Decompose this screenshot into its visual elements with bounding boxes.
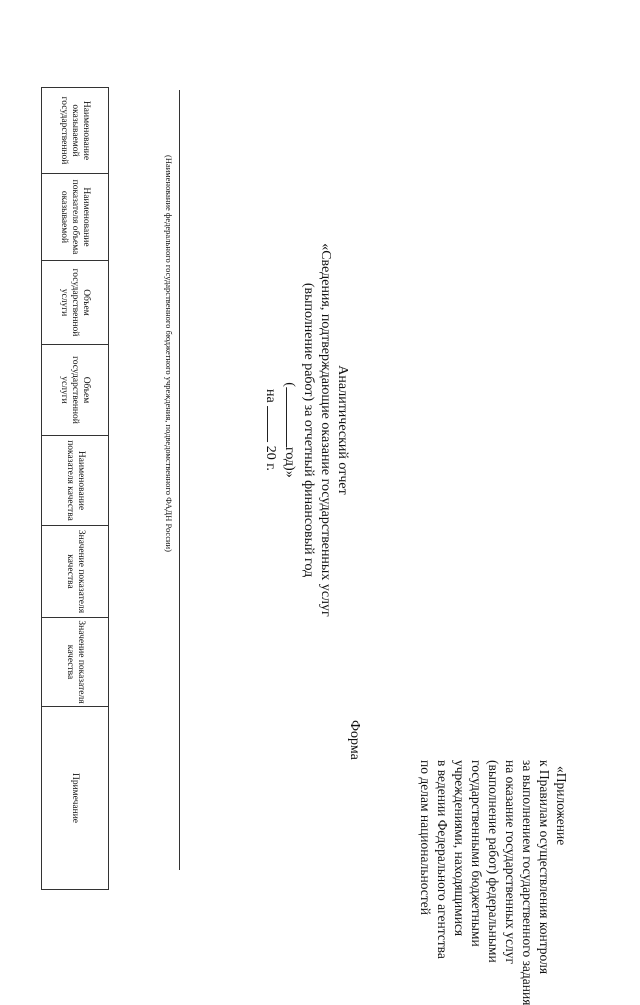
table-header-cell: Объем государственной услуги: [42, 261, 109, 345]
report-date: [262, 389, 280, 471]
table-header-cell: Наименование показателя объема оказываемой: [42, 174, 109, 261]
report-subtitle-line1: «Сведения, подтверждающие оказание государственных услуг: [318, 243, 333, 617]
appendix-line: за выполнением государственного задания: [520, 760, 535, 1005]
period-open: (: [282, 382, 297, 387]
period-blank-field[interactable]: [286, 387, 299, 447]
appendix-line: в ведении Федерального агентства: [435, 760, 450, 959]
report-period: [281, 382, 299, 477]
appendix-line: к Правилам осуществления контроля: [537, 760, 552, 975]
report-subtitle-line2: (выполнение работ) за отчетный финансовый год: [301, 282, 316, 578]
table-header-row: [42, 88, 109, 890]
table-header-cell: Примечание: [42, 707, 109, 890]
appendix-header: [417, 760, 570, 1005]
table-header-cell: Значение показателя качества: [42, 618, 109, 707]
institution-caption: (Наименование федерального государственного бюджетного учреждения, подведомственного ФАДН России): [164, 155, 174, 552]
report-title: Аналитический отчет: [335, 365, 350, 495]
period-close: год)»: [282, 446, 297, 478]
table-header-cell: Значение показателя качества: [42, 526, 109, 618]
date-suffix: 20 г.: [263, 445, 278, 471]
form-label: Форма: [347, 720, 362, 760]
date-blank-field[interactable]: [267, 406, 280, 442]
appendix-line: «Приложение: [554, 766, 569, 846]
table-header-cell: Наименование показателя качества: [42, 436, 109, 526]
appendix-line: (выполнение работ) федеральными: [486, 760, 501, 963]
appendix-line: государственными бюджетными: [469, 760, 484, 947]
appendix-line: учреждениями, находящимися: [452, 760, 467, 937]
institution-underline: [179, 90, 180, 870]
table-header-cell: Наименование оказываемой государственной: [42, 88, 109, 174]
table-header-cell: Объем государственной услуги: [42, 345, 109, 436]
date-prefix: на: [263, 389, 278, 403]
report-table: [41, 87, 109, 890]
appendix-line: по делам национальностей: [418, 760, 433, 915]
appendix-line: на оказание государственных услуг: [503, 760, 518, 965]
